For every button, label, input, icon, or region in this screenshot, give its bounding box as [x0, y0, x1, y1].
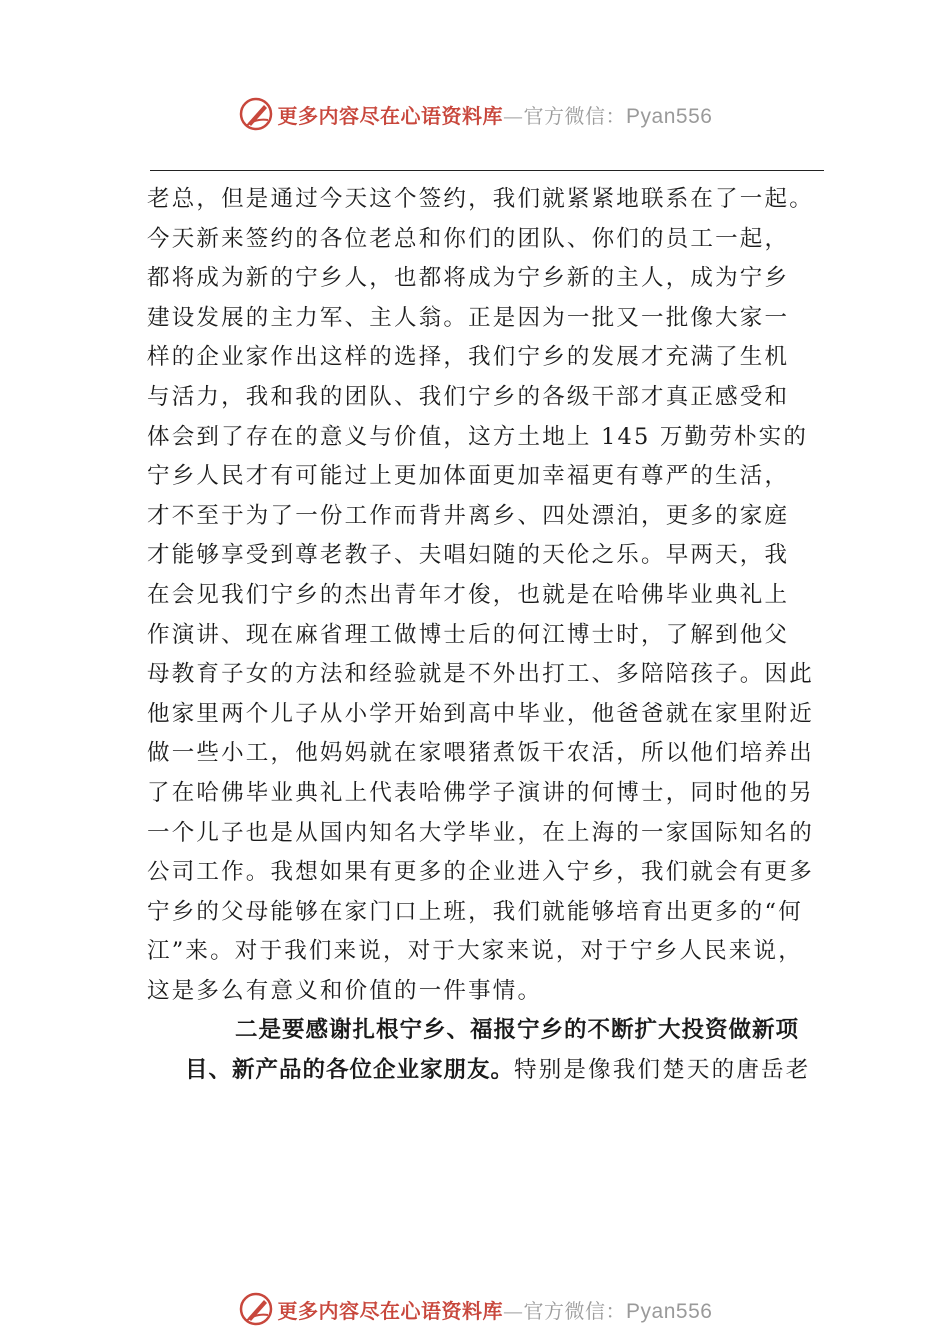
body-line: 体会到了存在的意义与价值，这方土地上 145 万勤劳朴实的	[147, 423, 809, 450]
body-line: 都将成为新的宁乡人，也都将成为宁乡新的主人，成为宁乡	[147, 265, 790, 292]
header-brand-text: 更多内容尽在心语资料库	[277, 103, 504, 128]
body-line: 做一些小工，他妈妈就在家喂猪煮饭干农活，所以他们培养出	[147, 740, 814, 767]
header-wechat-id: Pyan556	[626, 104, 713, 128]
header-banner	[0, 92, 950, 136]
body-line: 江”来。对于我们来说，对于大家来说，对于宁乡人民来说，	[147, 938, 803, 965]
header-wechat-label: 官方微信：	[523, 103, 627, 128]
document-body	[147, 180, 819, 1091]
body-line: 在会见我们宁乡的杰出青年才俊，也就是在哈佛毕业典礼上	[147, 581, 790, 608]
section-heading-text: 二是要感谢扎根宁乡、福报宁乡的不断扩大投资做新项	[235, 1017, 800, 1044]
pen-logo-icon	[238, 96, 274, 132]
body-line: 作演讲、现在麻省理工做博士后的何江博士时，了解到他父	[147, 621, 790, 648]
body-line: 这是多么有意义和价值的一件事情。	[147, 977, 543, 1004]
body-line: 母教育子女的方法和经验就是不外出打工、多陪陪孩子。因此	[147, 661, 814, 688]
body-line: 了在哈佛毕业典礼上代表哈佛学子演讲的何博士，同时他的另	[147, 779, 814, 806]
section-heading	[147, 1011, 819, 1051]
body-line: 建设发展的主力军、主人翁。正是因为一批又一批像大家一	[147, 304, 790, 331]
body-line: 宁乡人民才有可能过上更加体面更加幸福更有尊严的生活，	[147, 463, 790, 490]
body-line: 公司工作。我想如果有更多的企业进入宁乡，我们就会有更多	[147, 859, 814, 886]
footer-separator: —	[503, 1298, 524, 1323]
header-separator: —	[503, 103, 524, 128]
header-banner-text	[278, 100, 713, 129]
footer-banner	[0, 1287, 950, 1331]
body-line: 一个儿子也是从国内知名大学毕业，在上海的一家国际知名的	[147, 819, 814, 846]
footer-banner-text	[278, 1295, 713, 1324]
body-line: 与活力，我和我的团队、我们宁乡的各级干部才真正感受和	[147, 383, 790, 410]
body-line: 才不至于为了一份工作而背井离乡、四处漂泊，更多的家庭	[147, 502, 790, 529]
body-line: 宁乡的父母能够在家门口上班，我们就能够培育出更多的“何	[147, 898, 803, 925]
footer-brand-text: 更多内容尽在心语资料库	[277, 1298, 504, 1323]
footer-wechat-label: 官方微信：	[523, 1298, 627, 1323]
body-line: 才能够享受到尊老教子、夫唱妇随的天伦之乐。早两天，我	[147, 542, 790, 569]
body-line: 老总，但是通过今天这个签约，我们就紧紧地联系在了一起。	[147, 186, 814, 212]
pen-logo-icon	[238, 1291, 274, 1327]
body-line: 今天新来签约的各位老总和你们的团队、你们的员工一起，	[147, 225, 790, 252]
section-heading-continued	[147, 1051, 819, 1091]
footer-wechat-id: Pyan556	[626, 1299, 713, 1323]
body-text-continued: 特别是像我们楚天的唐岳老	[514, 1057, 811, 1084]
section-heading-text-end: 目、新产品的各位企业家朋友。	[185, 1057, 515, 1084]
body-line: 他家里两个儿子从小学开始到高中毕业，他爸爸就在家里附近	[147, 700, 814, 727]
header-divider	[150, 170, 824, 171]
body-line: 样的企业家作出这样的选择，我们宁乡的发展才充满了生机	[147, 344, 790, 371]
